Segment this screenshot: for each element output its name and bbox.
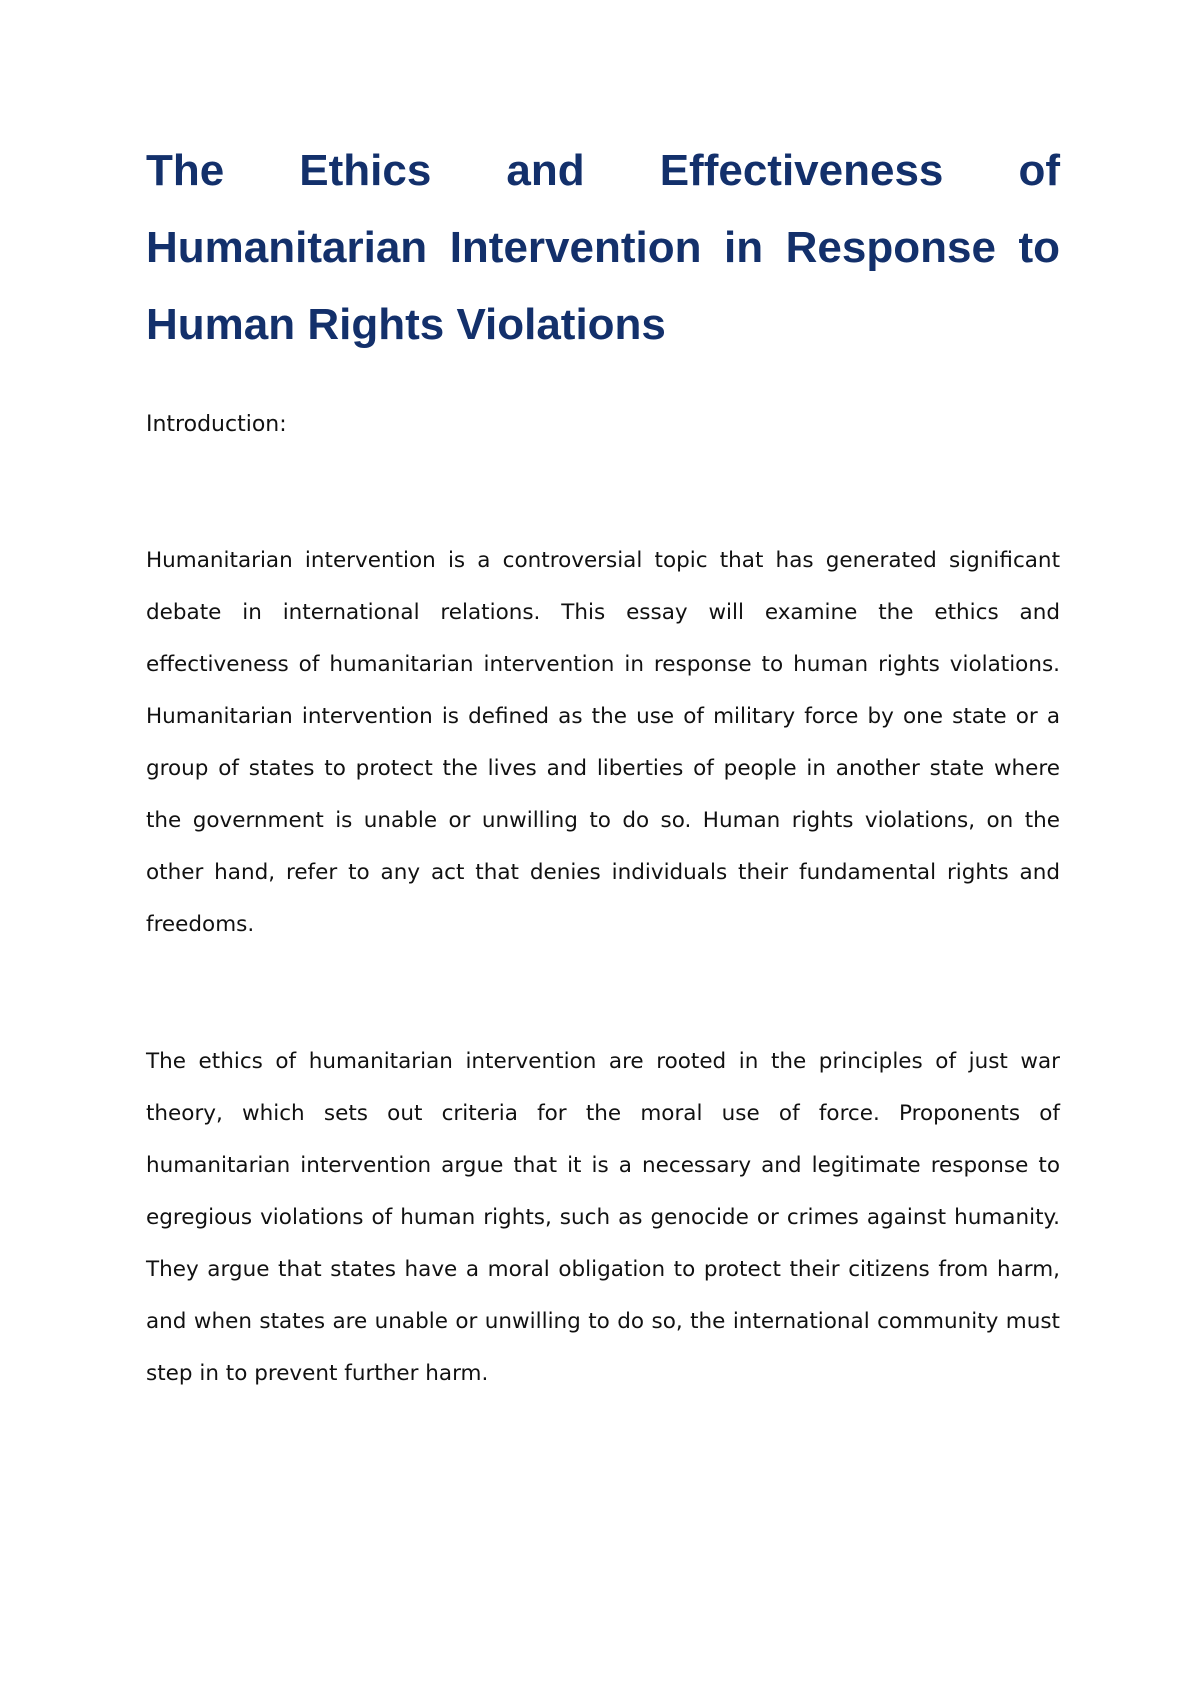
section-heading-introduction: Introduction:: [146, 412, 287, 437]
paragraph: Humanitarian intervention is a controversial topic that has generated significant debate in international relations. This essay will examine the ethics and effectiveness of humanitarian intervention in response to human rights violations. Humanitarian intervention is defined as the use of military force by one state or a group of states to protect the lives and liberties of people in another state where the government is unable or unwilling to do so. Human rights violations, on the other hand, refer to any act that denies individuals their fundamental rights and freedoms.: [146, 548, 1060, 937]
document-body: [146, 132, 1060, 1400]
document-title: The Ethics and Effectiveness of Humanitarian Intervention in Response to Human Rights Violations: [146, 146, 1060, 349]
paragraph: The ethics of humanitarian intervention are rooted in the principles of just war theory, which sets out criteria for the moral use of force. Proponents of humanitarian intervention argue that it is a necessary and legitimate response to egregious violations of human rights, such as genocide or crimes against humanity. They argue that states have a moral obligation to protect their citizens from harm, and when states are unable or unwilling to do so, the international community must step in to prevent further harm.: [146, 1049, 1060, 1386]
